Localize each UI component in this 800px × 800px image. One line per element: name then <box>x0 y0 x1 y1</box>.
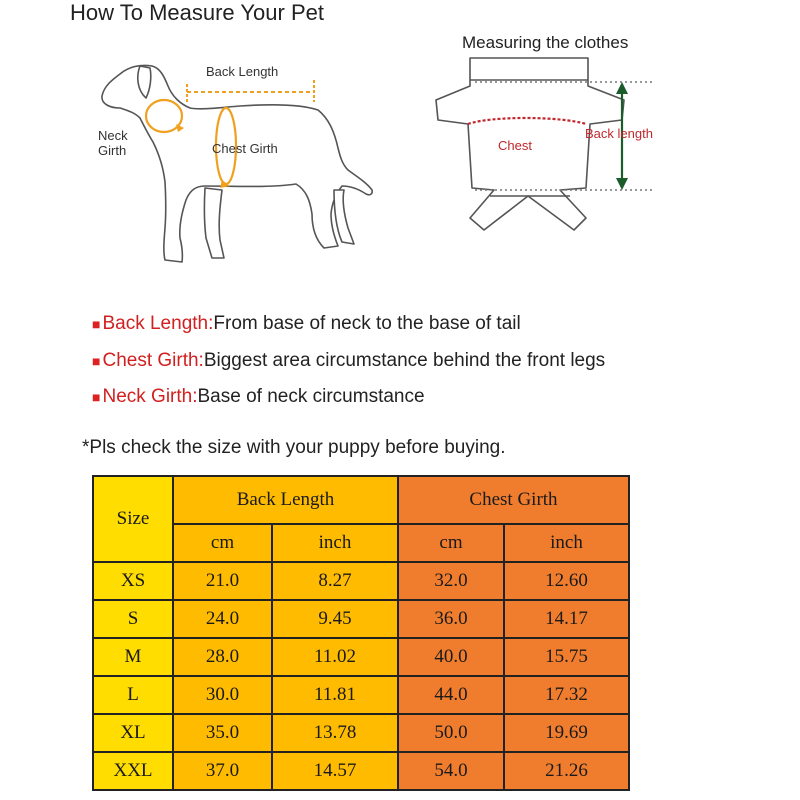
arrow-up-icon <box>616 82 628 94</box>
bullet-icon: ■ <box>92 389 101 405</box>
row-chest-cm: 54.0 <box>398 752 504 790</box>
row-chest-cm: 36.0 <box>398 600 504 638</box>
definition-back-length <box>92 313 521 335</box>
size-table <box>92 475 630 791</box>
dog-neck-label-1: Neck <box>98 128 128 143</box>
measure-diagram <box>0 0 800 300</box>
definition-text: From base of neck to the base of tail <box>213 313 521 334</box>
table-row <box>93 562 629 600</box>
row-back-inch: 8.27 <box>272 562 398 600</box>
definition-text: Base of neck circumstance <box>197 386 425 407</box>
unit-back-cm: cm <box>173 524 272 562</box>
table-row <box>93 600 629 638</box>
clothes-back-length-label: Back length <box>585 126 653 141</box>
definition-term: Neck Girth: <box>102 386 198 407</box>
row-back-cm: 35.0 <box>173 714 272 752</box>
definition-neck-girth <box>92 386 425 408</box>
dog-neck-label-2: Girth <box>98 143 127 158</box>
definition-chest-girth <box>92 350 605 372</box>
arrow-down-icon <box>616 178 628 190</box>
dog-silhouette-icon <box>102 65 372 262</box>
table-row <box>93 752 629 790</box>
row-size: M <box>93 638 173 676</box>
row-size: XS <box>93 562 173 600</box>
row-chest-cm: 32.0 <box>398 562 504 600</box>
clothes-diagram-title: Measuring the clothes <box>462 33 629 52</box>
unit-back-inch: inch <box>272 524 398 562</box>
dog-chest-label: Chest Girth <box>212 141 278 156</box>
page-title: How To Measure Your Pet <box>70 0 324 25</box>
dog-back-length-label: Back Length <box>206 64 279 79</box>
row-back-inch: 11.02 <box>272 638 398 676</box>
clothes-chest-label: Chest <box>498 138 532 153</box>
row-chest-inch: 17.32 <box>504 676 629 714</box>
row-back-cm: 24.0 <box>173 600 272 638</box>
size-note: *Pls check the size with your puppy before buying. <box>82 437 506 458</box>
row-back-inch: 9.45 <box>272 600 398 638</box>
header-back-length: Back Length <box>173 476 398 524</box>
row-back-inch: 11.81 <box>272 676 398 714</box>
row-chest-inch: 14.17 <box>504 600 629 638</box>
row-back-cm: 21.0 <box>173 562 272 600</box>
definition-text: Biggest area circumstance behind the front legs <box>203 350 606 371</box>
row-chest-cm: 40.0 <box>398 638 504 676</box>
row-chest-cm: 50.0 <box>398 714 504 752</box>
definition-term: Back Length: <box>102 313 214 334</box>
row-back-inch: 13.78 <box>272 714 398 752</box>
definition-term: Chest Girth: <box>102 350 204 371</box>
row-back-cm: 28.0 <box>173 638 272 676</box>
row-chest-cm: 44.0 <box>398 676 504 714</box>
table-row <box>93 638 629 676</box>
header-chest-girth: Chest Girth <box>398 476 629 524</box>
row-size: XXL <box>93 752 173 790</box>
row-size: S <box>93 600 173 638</box>
row-size: L <box>93 676 173 714</box>
row-back-inch: 14.57 <box>272 752 398 790</box>
row-chest-inch: 19.69 <box>504 714 629 752</box>
bullet-icon: ■ <box>92 316 101 332</box>
row-back-cm: 30.0 <box>173 676 272 714</box>
unit-chest-inch: inch <box>504 524 629 562</box>
header-size: Size <box>93 476 173 562</box>
row-chest-inch: 21.26 <box>504 752 629 790</box>
row-chest-inch: 15.75 <box>504 638 629 676</box>
bullet-icon: ■ <box>92 353 101 369</box>
table-row <box>93 676 629 714</box>
unit-chest-cm: cm <box>398 524 504 562</box>
row-back-cm: 37.0 <box>173 752 272 790</box>
row-size: XL <box>93 714 173 752</box>
row-chest-inch: 12.60 <box>504 562 629 600</box>
table-row <box>93 714 629 752</box>
